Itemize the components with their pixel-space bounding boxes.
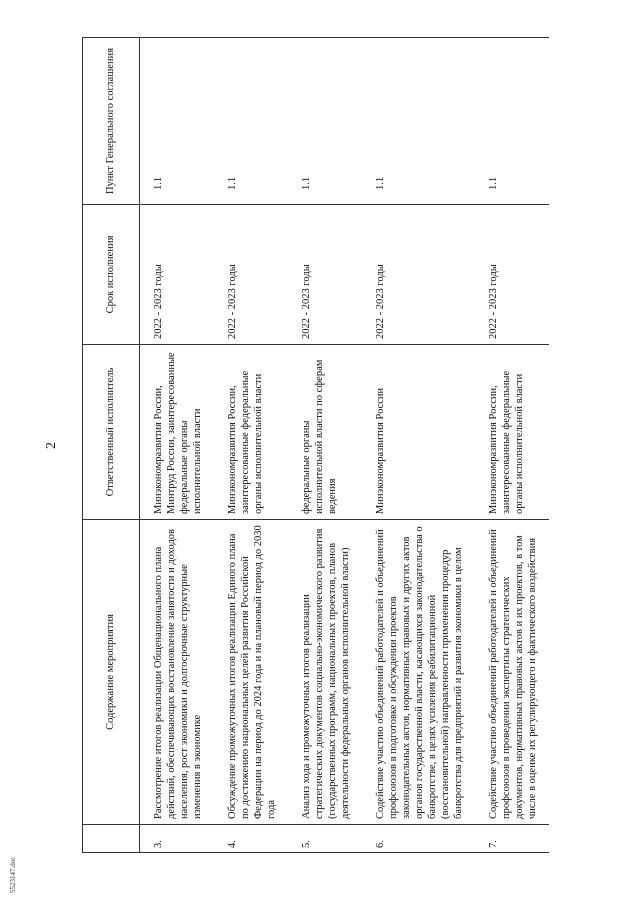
row-number: 6. bbox=[362, 825, 475, 853]
row-agreement-item: 1.1 bbox=[140, 38, 215, 205]
measures-table bbox=[82, 37, 549, 853]
row-term: 2022 - 2023 годы bbox=[140, 205, 215, 345]
row-description: Анализ хода и промежуточных итогов реализации стратегических документов социально-экономического развития (государственных программ, национальных проектов, планов деятельности федеральных органов исполнительной власти) bbox=[288, 520, 362, 825]
row-description: Обсуждение промежуточных итогов реализации Единого плана по достижению национальных целей развития Российской Федерации на период до 2024 года и на плановый период до 2030 года bbox=[214, 520, 288, 825]
row-term: 2022 - 2023 годы bbox=[475, 205, 549, 345]
header-description: Содержание мероприятия bbox=[83, 520, 140, 825]
table-row bbox=[362, 38, 475, 853]
row-description: Содействие участию объединений работодателей и объединений профсоюзов в подготовке и обсуждении проектов законодательных актов, нормативных правовых и других актов органов государственной власти, касающихся законодательства о банкротстве, в целях усиления реабилитационной (восстановительной) направленности применения процедур банкротства для предприятий и развития экономики в целом bbox=[362, 520, 475, 825]
table-row bbox=[140, 38, 215, 853]
row-number: 3. bbox=[140, 825, 215, 853]
row-responsible: Минэкономразвития России, заинтересованные федеральные органы исполнительной власти bbox=[214, 345, 288, 520]
row-responsible: Минэкономразвития России, Минтруд России, заинтересованные федеральные органы исполнительной власти bbox=[140, 345, 215, 520]
page-number: 2 bbox=[44, 442, 59, 449]
table-row bbox=[475, 38, 549, 853]
row-agreement-item: 1.1 bbox=[362, 38, 475, 205]
document-id: 5523147.doc bbox=[9, 856, 17, 893]
row-agreement-item: 1.1 bbox=[288, 38, 362, 205]
header-agreement-item: Пункт Генерального соглашения bbox=[83, 38, 140, 205]
row-description: Рассмотрение итогов реализации Общенационального плана действий, обеспечивающих восстановление занятости и доходов населения, рост экономики и долгосрочные структурные изменения в экономике bbox=[140, 520, 215, 825]
row-responsible: Минэкономразвития России, заинтересованные федеральные органы исполнительной власти bbox=[475, 345, 549, 520]
row-term: 2022 - 2023 годы bbox=[214, 205, 288, 345]
header-number bbox=[83, 825, 140, 853]
row-responsible: Минэкономразвития России bbox=[362, 345, 475, 520]
row-description: Содействие участию объединений работодателей и объединений профсоюзов в проведении экспертизы стратегических документов, нормативных правовых актов и их проектов, в том числе в оценке их регулирующего и фактического воздействия bbox=[475, 520, 549, 825]
header-responsible: Ответственный исполнитель bbox=[83, 345, 140, 520]
rotated-page bbox=[44, 38, 640, 853]
table-header-row bbox=[83, 38, 140, 853]
row-agreement-item: 1.1 bbox=[214, 38, 288, 205]
table-row bbox=[288, 38, 362, 853]
row-term: 2022 - 2023 годы bbox=[288, 205, 362, 345]
header-term: Срок исполнения bbox=[83, 205, 140, 345]
row-number: 7. bbox=[475, 825, 549, 853]
row-agreement-item: 1.1 bbox=[475, 38, 549, 205]
row-number: 5. bbox=[288, 825, 362, 853]
row-responsible: федеральные органы исполнительной власти по сферам ведения bbox=[288, 345, 362, 520]
row-number: 4. bbox=[214, 825, 288, 853]
table-row bbox=[214, 38, 288, 853]
row-term: 2022 - 2023 годы bbox=[362, 205, 475, 345]
